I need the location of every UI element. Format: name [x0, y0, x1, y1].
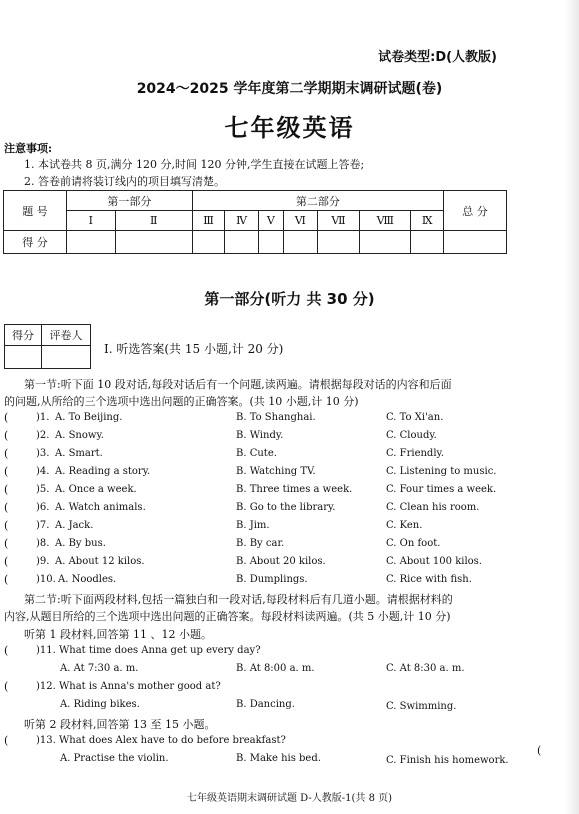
- option-c: C. Ken.: [386, 520, 423, 531]
- grader-name-cell: [42, 346, 91, 369]
- option-b: B. To Shanghai.: [236, 412, 316, 423]
- score-cell: [258, 231, 283, 254]
- score-cell: [192, 231, 224, 254]
- material-2-label: 听第 2 段材料,回答第 13 至 15 小题。: [24, 718, 216, 731]
- option-b: B. About 20 kilos.: [236, 556, 326, 567]
- score-cell-total: [444, 231, 507, 254]
- option-b: B. Go to the library.: [236, 502, 336, 513]
- option-b: B. Dumplings.: [236, 574, 308, 585]
- q11-option-a: A. At 7:30 a. m.: [60, 663, 139, 674]
- paper-type-label: 试卷类型:D(人教版): [378, 50, 497, 65]
- question-number: )3.: [36, 448, 50, 459]
- answer-bracket: (: [4, 447, 9, 460]
- score-table-numeral: Ⅵ: [283, 211, 317, 231]
- option-c: C. Four times a week.: [386, 484, 497, 495]
- question-number: )10.: [36, 574, 56, 585]
- score-table-numeral: Ⅳ: [225, 211, 259, 231]
- notice-heading: 注意事项:: [4, 142, 53, 155]
- section-one-title: Ⅰ. 听选答案(共 15 小题,计 20 分): [104, 342, 284, 356]
- grader-score-label: 得分: [5, 325, 42, 346]
- answer-bracket: (: [4, 519, 9, 532]
- question-12: )12. What is Anna's mother good at?: [36, 681, 221, 692]
- q13-option-b: B. Make his bed.: [236, 753, 321, 764]
- option-a: A. Watch animals.: [55, 502, 146, 513]
- q11-option-c: C. At 8:30 a. m.: [386, 663, 465, 674]
- score-table-numeral: Ⅰ: [67, 211, 116, 231]
- score-table-numeral: Ⅲ: [192, 211, 224, 231]
- answer-bracket: (: [4, 429, 9, 442]
- score-table-question-header: 题 号: [4, 191, 67, 231]
- option-a: A. Noodles.: [58, 574, 117, 585]
- score-table-numeral: Ⅴ: [258, 211, 283, 231]
- score-table: [3, 190, 507, 254]
- exam-year-title: 2024～2025 学年度第二学期期末调研试题(卷): [136, 81, 443, 97]
- score-cell: [283, 231, 317, 254]
- grader-box: [4, 324, 91, 369]
- score-table-numeral: Ⅶ: [317, 211, 360, 231]
- answer-bracket: (: [4, 465, 9, 478]
- question-13: )13. What does Alex have to do before breakfast?: [36, 735, 286, 746]
- score-table-total: 总 分: [444, 191, 507, 231]
- option-b: B. Watching TV.: [236, 466, 316, 477]
- q13-option-a: A. Practise the violin.: [60, 753, 169, 764]
- option-c: C. Listening to music.: [386, 466, 497, 477]
- answer-bracket: (: [4, 483, 9, 496]
- option-b: B. Windy.: [236, 430, 284, 441]
- option-a: A. Smart.: [55, 448, 103, 459]
- q11-option-b: B. At 8:00 a. m.: [236, 663, 315, 674]
- option-b: B. Jim.: [236, 520, 270, 531]
- question-11: )11. What time does Anna get up every day?: [36, 645, 261, 656]
- question-number: )2.: [36, 430, 50, 441]
- score-cell: [317, 231, 360, 254]
- score-table-part-two: 第二部分: [192, 191, 443, 211]
- option-a: A. Reading a story.: [55, 466, 151, 477]
- option-b: B. Cute.: [236, 448, 277, 459]
- question-number: )7.: [36, 520, 50, 531]
- question-number: )1.: [36, 412, 50, 423]
- section-one-intro-cont: 的问题,从所给的三个选项中选出问题的正确答案。(共 10 小题,计 10 分): [4, 395, 359, 408]
- option-c: C. To Xi'an.: [386, 412, 444, 423]
- question-number: )5.: [36, 484, 50, 495]
- answer-bracket: (: [4, 734, 9, 747]
- score-cell: [67, 231, 116, 254]
- score-table-numeral: Ⅷ: [360, 211, 411, 231]
- question-number: )6.: [36, 502, 50, 513]
- option-a: A. Jack.: [55, 520, 94, 531]
- option-a: A. By bus.: [55, 538, 106, 549]
- score-table-numeral: Ⅱ: [115, 211, 192, 231]
- option-c: C. Rice with fish.: [386, 574, 472, 585]
- option-c: C. On foot.: [386, 538, 441, 549]
- grader-score-cell: [5, 346, 42, 369]
- option-a: A. Snowy.: [55, 430, 104, 441]
- page-title: 七年级英语: [224, 113, 355, 142]
- answer-bracket: (: [4, 537, 9, 550]
- question-number: )8.: [36, 538, 50, 549]
- part-one-title: 第一部分(听力 共 30 分): [204, 290, 375, 308]
- q12-option-a: A. Riding bikes.: [60, 699, 140, 710]
- section-two-intro-cont: 内容,从题目所给的三个选项中选出问题的正确答案。每段材料读两遍。(共 5 小题,计 10 分): [4, 610, 451, 623]
- option-b: B. By car.: [236, 538, 285, 549]
- answer-bracket: (: [4, 680, 9, 693]
- answer-bracket: (: [4, 644, 9, 657]
- q12-option-c: C. Swimming.: [386, 701, 457, 712]
- margin-mark: (: [537, 744, 542, 757]
- score-cell: [225, 231, 259, 254]
- material-1-label: 听第 1 段材料,回答第 11 、12 小题。: [24, 628, 212, 641]
- section-one-intro: 第一节:听下面 10 段对话,每段对话后有一个问题,读两遍。请根据每段对话的内容和后面: [24, 378, 452, 391]
- score-cell: [411, 231, 444, 254]
- grader-name-label: 评卷人: [42, 325, 91, 346]
- answer-bracket: (: [4, 573, 9, 586]
- section-two-intro: 第二节:听下面两段材料,包括一篇独白和一段对话,每段材料后有几道小题。请根据材料的: [24, 593, 453, 606]
- option-a: A. To Beijing.: [55, 412, 123, 423]
- option-a: A. Once a week.: [55, 484, 137, 495]
- q12-option-b: B. Dancing.: [236, 699, 295, 710]
- option-c: C. Clean his room.: [386, 502, 480, 513]
- score-cell: [360, 231, 411, 254]
- score-cell: [115, 231, 192, 254]
- option-c: C. Cloudy.: [386, 430, 437, 441]
- score-table-numeral: Ⅸ: [411, 211, 444, 231]
- answer-bracket: (: [4, 411, 9, 424]
- option-b: B. Three times a week.: [236, 484, 353, 495]
- answer-bracket: (: [4, 555, 9, 568]
- score-table-score-label: 得 分: [4, 231, 67, 254]
- score-table-part-one: 第一部分: [67, 191, 193, 211]
- option-c: C. Friendly.: [386, 448, 445, 459]
- notice-item-2: 2. 答卷前请将装订线内的项目填写清楚。: [24, 175, 225, 188]
- answer-bracket: (: [4, 501, 9, 514]
- question-number: )9.: [36, 556, 50, 567]
- option-c: C. About 100 kilos.: [386, 556, 482, 567]
- notice-item-1: 1. 本试卷共 8 页,满分 120 分,时间 120 分钟,学生直接在试题上答卷;: [24, 158, 365, 171]
- page-footer: 七年级英语期末调研试题 D-人教版-1(共 8 页): [186, 793, 393, 804]
- q13-option-c: C. Finish his homework.: [386, 755, 509, 766]
- question-number: )4.: [36, 466, 50, 477]
- option-a: A. About 12 kilos.: [55, 556, 145, 567]
